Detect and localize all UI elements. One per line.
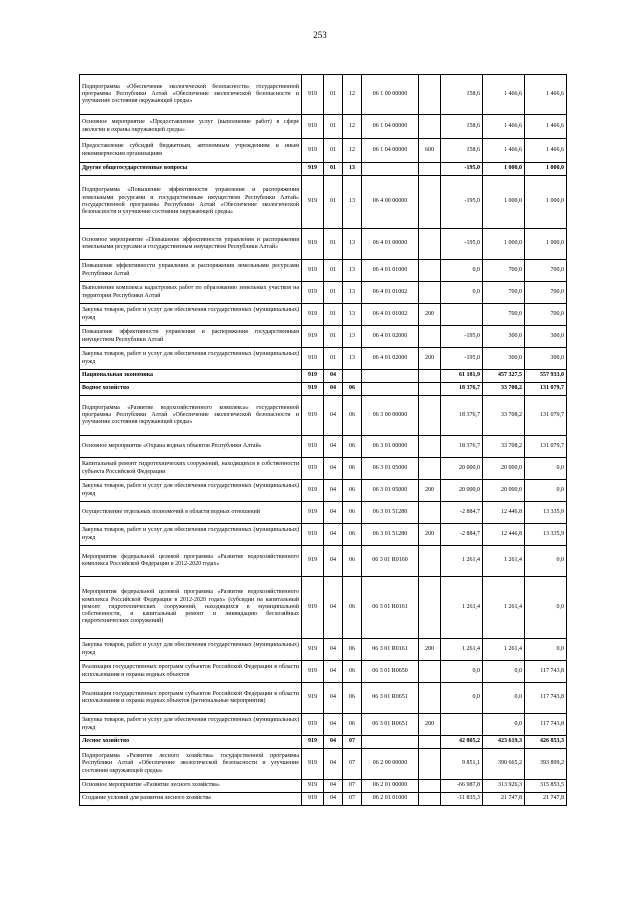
target-article-cell: 06 3 01 R0161 xyxy=(362,639,419,661)
amount-1-cell: -195,0 xyxy=(441,229,483,260)
target-article-cell: 06 4 01 01002 xyxy=(362,304,419,326)
row-name-cell: Основное мероприятие «Развитие лесного хозяйства» xyxy=(80,780,302,793)
amount-1-cell: 20 000,0 xyxy=(441,480,483,502)
row-name-cell: Реализация государственных программ субъектов Российской Федерации в области использования и охраны водных объектов (региональные мероприятия) xyxy=(80,683,302,714)
section-code-cell: 04 xyxy=(324,524,343,546)
grbs-code-cell: 919 xyxy=(302,229,324,260)
budget-table xyxy=(79,74,567,806)
row-name-cell: Мероприятия федеральной целевой программы «Развитие водохозяйственного комплекса Российской Федерации в 2012-2020 годах» (субсидии на капитальный ремонт гидротехнических сооружений, находящихся в муниципальной собственности, и капитальный ремонт и ликвидацию бесхозяйных гидротехнических сооружений) xyxy=(80,577,302,639)
section-code-cell: 01 xyxy=(324,139,343,163)
subsection-code-cell: 13 xyxy=(343,260,362,282)
amount-2-cell: 313 926,3 xyxy=(483,780,525,793)
section-code-cell: 04 xyxy=(324,370,343,383)
expense-type-cell xyxy=(419,326,441,348)
expense-type-cell: 200 xyxy=(419,714,441,736)
table-row xyxy=(80,396,567,436)
amount-2-cell: 12 446,8 xyxy=(483,524,525,546)
section-code-cell: 01 xyxy=(324,229,343,260)
table-row xyxy=(80,546,567,577)
expense-type-cell xyxy=(419,749,441,780)
grbs-code-cell: 919 xyxy=(302,502,324,524)
section-code-cell: 04 xyxy=(324,661,343,683)
grbs-code-cell: 919 xyxy=(302,793,324,806)
row-name-cell: Повышение эффективности управления и распоряжения земельными ресурсами Республики Алтай xyxy=(80,260,302,282)
subsection-code-cell: 12 xyxy=(343,115,362,139)
amount-1-cell: -195,0 xyxy=(441,348,483,370)
amount-2-cell: 390 665,2 xyxy=(483,749,525,780)
amount-1-cell: 0,0 xyxy=(441,260,483,282)
amount-2-cell: 21 747,8 xyxy=(483,793,525,806)
amount-3-cell: 131 079,7 xyxy=(525,383,567,396)
section-code-cell: 01 xyxy=(324,163,343,176)
grbs-code-cell: 919 xyxy=(302,75,324,115)
subsection-code-cell: 06 xyxy=(343,714,362,736)
subsection-code-cell: 07 xyxy=(343,749,362,780)
grbs-code-cell: 919 xyxy=(302,383,324,396)
table-row xyxy=(80,326,567,348)
row-name-cell: Закупка товаров, работ и услуг для обеспечения государственных (муниципальных) нужд xyxy=(80,639,302,661)
amount-3-cell: 1 466,6 xyxy=(525,75,567,115)
section-code-cell: 04 xyxy=(324,396,343,436)
grbs-code-cell: 919 xyxy=(302,260,324,282)
row-name-cell: Мероприятия федеральной целевой программы «Развитие водохозяйственного комплекса Российской Федерации в 2012-2020 годах» xyxy=(80,546,302,577)
amount-3-cell: 117 743,8 xyxy=(525,714,567,736)
expense-type-cell xyxy=(419,370,441,383)
section-code-cell: 04 xyxy=(324,639,343,661)
subsection-code-cell: 13 xyxy=(343,348,362,370)
subsection-code-cell: 12 xyxy=(343,75,362,115)
grbs-code-cell: 919 xyxy=(302,480,324,502)
amount-2-cell: 20 000,0 xyxy=(483,480,525,502)
expense-type-cell: 200 xyxy=(419,639,441,661)
table-row xyxy=(80,749,567,780)
subsection-code-cell: 06 xyxy=(343,546,362,577)
amount-3-cell: 557 933,0 xyxy=(525,370,567,383)
row-name-cell: Выполнение комплекса кадастровых работ по образованию земельных участков на территории Республики Алтай xyxy=(80,282,302,304)
subsection-code-cell xyxy=(343,370,362,383)
grbs-code-cell: 919 xyxy=(302,683,324,714)
amount-3-cell: 1 000,0 xyxy=(525,229,567,260)
expense-type-cell xyxy=(419,163,441,176)
amount-2-cell: 1 261,4 xyxy=(483,639,525,661)
page-number: 253 xyxy=(313,30,327,40)
amount-3-cell: 315 853,5 xyxy=(525,780,567,793)
target-article-cell: 06 1 00 00000 xyxy=(362,75,419,115)
target-article-cell: 06 3 01 05000 xyxy=(362,480,419,502)
amount-1-cell xyxy=(441,714,483,736)
section-code-cell: 04 xyxy=(324,546,343,577)
amount-3-cell: 0,0 xyxy=(525,639,567,661)
amount-3-cell: 393 899,2 xyxy=(525,749,567,780)
amount-1-cell: -195,0 xyxy=(441,326,483,348)
row-name-cell: Подпрограмма «Развитие лесного хозяйства» государственной программы Республики Алтай «Обеспечение экологической безопасности и улучшение состояния окружающей среды» xyxy=(80,749,302,780)
subsection-code-cell: 06 xyxy=(343,524,362,546)
expense-type-cell xyxy=(419,260,441,282)
expense-type-cell: 200 xyxy=(419,348,441,370)
row-name-cell: Повышение эффективности управления и распоряжения государственным имуществом Республики Алтай xyxy=(80,326,302,348)
amount-3-cell: 0,0 xyxy=(525,577,567,639)
section-code-cell: 04 xyxy=(324,480,343,502)
subsection-code-cell: 07 xyxy=(343,793,362,806)
row-name-cell: Осуществление отдельных полномочий в области водных отношений xyxy=(80,502,302,524)
table-row xyxy=(80,176,567,229)
section-code-cell: 01 xyxy=(324,260,343,282)
table-row xyxy=(80,383,567,396)
grbs-code-cell: 919 xyxy=(302,163,324,176)
target-article-cell: 06 3 01 00000 xyxy=(362,436,419,458)
table-row xyxy=(80,260,567,282)
table-row xyxy=(80,163,567,176)
amount-3-cell: 131 079,7 xyxy=(525,436,567,458)
section-code-cell: 01 xyxy=(324,348,343,370)
section-code-cell: 04 xyxy=(324,458,343,480)
amount-2-cell: 33 708,2 xyxy=(483,383,525,396)
amount-2-cell: 457 327,5 xyxy=(483,370,525,383)
amount-2-cell: 1 000,0 xyxy=(483,229,525,260)
section-code-cell: 04 xyxy=(324,793,343,806)
amount-1-cell: 1 261,4 xyxy=(441,577,483,639)
amount-3-cell: 1 466,6 xyxy=(525,115,567,139)
amount-2-cell: 1 261,4 xyxy=(483,577,525,639)
target-article-cell: 06 3 01 51280 xyxy=(362,524,419,546)
amount-2-cell: 700,0 xyxy=(483,282,525,304)
table-row xyxy=(80,348,567,370)
row-name-cell: Подпрограмма «Повышение эффективности управления и распоряжения земельными ресурсами и государственным имуществом Республики Алтай» государственной программы Республики Алтай «Обеспечение экологической безопасности и улучшение состояния окружающей среды» xyxy=(80,176,302,229)
grbs-code-cell: 919 xyxy=(302,396,324,436)
expense-type-cell xyxy=(419,736,441,749)
grbs-code-cell: 919 xyxy=(302,370,324,383)
section-code-cell: 01 xyxy=(324,176,343,229)
amount-1-cell: 18 376,7 xyxy=(441,383,483,396)
expense-type-cell xyxy=(419,282,441,304)
grbs-code-cell: 919 xyxy=(302,139,324,163)
target-article-cell: 06 2 00 00000 xyxy=(362,749,419,780)
amount-2-cell: 1 466,6 xyxy=(483,115,525,139)
section-code-cell: 01 xyxy=(324,75,343,115)
expense-type-cell xyxy=(419,436,441,458)
row-name-cell: Подпрограмма «Развитие водохозяйственного комплекса» государственной программы Республики Алтай «Обеспечение экологической безопасности и улучшение состояния окружающей среды» xyxy=(80,396,302,436)
section-code-cell: 04 xyxy=(324,714,343,736)
amount-1-cell: -195,0 xyxy=(441,163,483,176)
expense-type-cell xyxy=(419,683,441,714)
table-row xyxy=(80,736,567,749)
amount-1-cell: -2 884,7 xyxy=(441,502,483,524)
amount-1-cell: 18 376,7 xyxy=(441,396,483,436)
expense-type-cell xyxy=(419,546,441,577)
target-article-cell: 06 3 01 R0651 xyxy=(362,714,419,736)
grbs-code-cell: 919 xyxy=(302,714,324,736)
grbs-code-cell: 919 xyxy=(302,348,324,370)
amount-2-cell: 0,0 xyxy=(483,683,525,714)
amount-2-cell: 20 000,0 xyxy=(483,458,525,480)
table-row xyxy=(80,229,567,260)
target-article-cell xyxy=(362,736,419,749)
expense-type-cell xyxy=(419,229,441,260)
target-article-cell: 06 1 04 00000 xyxy=(362,139,419,163)
target-article-cell: 06 4 01 02000 xyxy=(362,326,419,348)
expense-type-cell xyxy=(419,383,441,396)
table-row xyxy=(80,75,567,115)
section-code-cell: 04 xyxy=(324,683,343,714)
amount-2-cell: 423 619,3 xyxy=(483,736,525,749)
subsection-code-cell: 13 xyxy=(343,163,362,176)
section-code-cell: 04 xyxy=(324,502,343,524)
table-row xyxy=(80,714,567,736)
section-code-cell: 01 xyxy=(324,282,343,304)
amount-2-cell: 0,0 xyxy=(483,714,525,736)
target-article-cell: 06 4 01 02000 xyxy=(362,348,419,370)
table-row xyxy=(80,502,567,524)
grbs-code-cell: 919 xyxy=(302,736,324,749)
target-article-cell: 06 4 01 01002 xyxy=(362,282,419,304)
grbs-code-cell: 919 xyxy=(302,458,324,480)
subsection-code-cell: 06 xyxy=(343,683,362,714)
row-name-cell: Национальная экономика xyxy=(80,370,302,383)
subsection-code-cell: 06 xyxy=(343,661,362,683)
subsection-code-cell: 06 xyxy=(343,502,362,524)
section-code-cell: 04 xyxy=(324,736,343,749)
amount-1-cell: -195,0 xyxy=(441,176,483,229)
table-row xyxy=(80,661,567,683)
target-article-cell: 06 2 01 01000 xyxy=(362,793,419,806)
target-article-cell: 06 3 01 51280 xyxy=(362,502,419,524)
row-name-cell: Закупка товаров, работ и услуг для обеспечения государственных (муниципальных) нужд xyxy=(80,714,302,736)
subsection-code-cell: 06 xyxy=(343,480,362,502)
amount-1-cell: 61 181,9 xyxy=(441,370,483,383)
grbs-code-cell: 919 xyxy=(302,546,324,577)
row-name-cell: Закупка товаров, работ и услуг для обеспечения государственных (муниципальных) нужд xyxy=(80,524,302,546)
amount-2-cell: 700,0 xyxy=(483,304,525,326)
expense-type-cell xyxy=(419,396,441,436)
subsection-code-cell: 07 xyxy=(343,736,362,749)
subsection-code-cell: 13 xyxy=(343,304,362,326)
amount-1-cell: 9 851,1 xyxy=(441,749,483,780)
amount-2-cell: 1 000,0 xyxy=(483,163,525,176)
subsection-code-cell: 13 xyxy=(343,282,362,304)
expense-type-cell xyxy=(419,176,441,229)
section-code-cell: 01 xyxy=(324,304,343,326)
amount-1-cell xyxy=(441,304,483,326)
subsection-code-cell: 13 xyxy=(343,176,362,229)
amount-1-cell: 158,6 xyxy=(441,139,483,163)
table-row xyxy=(80,577,567,639)
target-article-cell xyxy=(362,370,419,383)
table-row xyxy=(80,458,567,480)
section-code-cell: 04 xyxy=(324,383,343,396)
section-code-cell: 04 xyxy=(324,436,343,458)
row-name-cell: Другие общегосударственные вопросы xyxy=(80,163,302,176)
expense-type-cell: 200 xyxy=(419,304,441,326)
amount-3-cell: 700,0 xyxy=(525,260,567,282)
subsection-code-cell: 06 xyxy=(343,436,362,458)
section-code-cell: 01 xyxy=(324,326,343,348)
amount-3-cell: 13 335,9 xyxy=(525,502,567,524)
row-name-cell: Закупка товаров, работ и услуг для обеспечения государственных (муниципальных) нужд xyxy=(80,348,302,370)
subsection-code-cell: 06 xyxy=(343,383,362,396)
amount-3-cell: 300,0 xyxy=(525,326,567,348)
amount-1-cell: -66 987,8 xyxy=(441,780,483,793)
subsection-code-cell: 06 xyxy=(343,458,362,480)
target-article-cell: 06 3 00 00000 xyxy=(362,396,419,436)
subsection-code-cell: 13 xyxy=(343,326,362,348)
amount-1-cell: 20 000,0 xyxy=(441,458,483,480)
row-name-cell: Основное мероприятие «Повышение эффективности управления и распоряжения земельными ресурсами и государственным имуществом Республики Алтай» xyxy=(80,229,302,260)
row-name-cell: Предоставление субсидий бюджетным, автономным учреждениям и иным некоммерческим организациям xyxy=(80,139,302,163)
expense-type-cell xyxy=(419,458,441,480)
target-article-cell: 06 1 04 00000 xyxy=(362,115,419,139)
amount-1-cell: 1 261,4 xyxy=(441,546,483,577)
expense-type-cell xyxy=(419,577,441,639)
table-row xyxy=(80,370,567,383)
expense-type-cell xyxy=(419,661,441,683)
amount-2-cell: 12 446,8 xyxy=(483,502,525,524)
amount-3-cell: 131 079,7 xyxy=(525,396,567,436)
amount-1-cell: 158,6 xyxy=(441,115,483,139)
amount-3-cell: 300,0 xyxy=(525,348,567,370)
row-name-cell: Подпрограмма «Обеспечение экологической безопасности» государственной программы Республики Алтай «Обеспечение экологической безопасности и улучшение состояния окружающей среды» xyxy=(80,75,302,115)
target-article-cell: 06 3 01 R0160 xyxy=(362,546,419,577)
target-article-cell: 06 4 00 00000 xyxy=(362,176,419,229)
amount-3-cell: 117 743,8 xyxy=(525,661,567,683)
amount-3-cell: 21 747,8 xyxy=(525,793,567,806)
row-name-cell: Реализация государственных программ субъектов Российской Федерации в области использования и охраны водных объектов xyxy=(80,661,302,683)
section-code-cell: 04 xyxy=(324,749,343,780)
amount-2-cell: 0,0 xyxy=(483,661,525,683)
amount-2-cell: 1 466,6 xyxy=(483,139,525,163)
subsection-code-cell: 07 xyxy=(343,780,362,793)
amount-2-cell: 700,0 xyxy=(483,260,525,282)
expense-type-cell xyxy=(419,780,441,793)
amount-3-cell: 1 000,0 xyxy=(525,163,567,176)
grbs-code-cell: 919 xyxy=(302,282,324,304)
subsection-code-cell: 06 xyxy=(343,577,362,639)
amount-2-cell: 1 000,0 xyxy=(483,176,525,229)
row-name-cell: Лесное хозяйство xyxy=(80,736,302,749)
subsection-code-cell: 06 xyxy=(343,396,362,436)
amount-3-cell: 700,0 xyxy=(525,304,567,326)
amount-1-cell: 1 261,4 xyxy=(441,639,483,661)
expense-type-cell: 600 xyxy=(419,139,441,163)
amount-3-cell: 700,0 xyxy=(525,282,567,304)
subsection-code-cell: 13 xyxy=(343,229,362,260)
amount-3-cell: 426 853,3 xyxy=(525,736,567,749)
expense-type-cell xyxy=(419,793,441,806)
table-row xyxy=(80,115,567,139)
target-article-cell: 06 4 01 00000 xyxy=(362,229,419,260)
grbs-code-cell: 919 xyxy=(302,176,324,229)
table-row xyxy=(80,480,567,502)
amount-3-cell: 1 466,6 xyxy=(525,139,567,163)
target-article-cell: 06 3 01 R0161 xyxy=(362,577,419,639)
amount-3-cell: 0,0 xyxy=(525,546,567,577)
row-name-cell: Закупка товаров, работ и услуг для обеспечения государственных (муниципальных) нужд xyxy=(80,304,302,326)
amount-1-cell: 0,0 xyxy=(441,683,483,714)
amount-2-cell: 1 466,6 xyxy=(483,75,525,115)
expense-type-cell xyxy=(419,75,441,115)
expense-type-cell xyxy=(419,115,441,139)
amount-1-cell: -2 884,7 xyxy=(441,524,483,546)
subsection-code-cell: 12 xyxy=(343,139,362,163)
target-article-cell: 06 3 01 R0650 xyxy=(362,661,419,683)
row-name-cell: Водное хозяйство xyxy=(80,383,302,396)
subsection-code-cell: 06 xyxy=(343,639,362,661)
expense-type-cell xyxy=(419,502,441,524)
amount-3-cell: 0,0 xyxy=(525,480,567,502)
table-row xyxy=(80,780,567,793)
table-row xyxy=(80,793,567,806)
grbs-code-cell: 919 xyxy=(302,304,324,326)
table-row xyxy=(80,139,567,163)
amount-1-cell: 0,0 xyxy=(441,282,483,304)
table-row xyxy=(80,282,567,304)
amount-2-cell: 300,0 xyxy=(483,348,525,370)
table-row xyxy=(80,304,567,326)
amount-2-cell: 1 261,4 xyxy=(483,546,525,577)
amount-1-cell: 0,0 xyxy=(441,661,483,683)
section-code-cell: 04 xyxy=(324,577,343,639)
target-article-cell: 06 3 01 R0651 xyxy=(362,683,419,714)
amount-2-cell: 300,0 xyxy=(483,326,525,348)
amount-2-cell: 33 708,2 xyxy=(483,436,525,458)
grbs-code-cell: 919 xyxy=(302,524,324,546)
grbs-code-cell: 919 xyxy=(302,661,324,683)
row-name-cell: Основное мероприятие «Предоставление услуг (выполнение работ) в сфере экологии и охраны окружающей среды» xyxy=(80,115,302,139)
row-name-cell: Капитальный ремонт гидротехнических сооружений, находящихся в собственности субъекта Российской Федерации xyxy=(80,458,302,480)
table-row xyxy=(80,436,567,458)
expense-type-cell: 200 xyxy=(419,480,441,502)
amount-3-cell: 13 335,9 xyxy=(525,524,567,546)
amount-3-cell: 0,0 xyxy=(525,458,567,480)
amount-1-cell: 42 805,2 xyxy=(441,736,483,749)
grbs-code-cell: 919 xyxy=(302,749,324,780)
target-article-cell xyxy=(362,383,419,396)
table-row xyxy=(80,639,567,661)
amount-1-cell: 18 376,7 xyxy=(441,436,483,458)
row-name-cell: Основное мероприятие «Охрана водных объектов Республики Алтай» xyxy=(80,436,302,458)
grbs-code-cell: 919 xyxy=(302,780,324,793)
table-row xyxy=(80,683,567,714)
grbs-code-cell: 919 xyxy=(302,577,324,639)
grbs-code-cell: 919 xyxy=(302,115,324,139)
target-article-cell: 06 4 01 01000 xyxy=(362,260,419,282)
target-article-cell: 06 3 01 05000 xyxy=(362,458,419,480)
row-name-cell: Закупка товаров, работ и услуг для обеспечения государственных (муниципальных) нужд xyxy=(80,480,302,502)
grbs-code-cell: 919 xyxy=(302,639,324,661)
section-code-cell: 04 xyxy=(324,780,343,793)
target-article-cell xyxy=(362,163,419,176)
amount-2-cell: 33 708,2 xyxy=(483,396,525,436)
amount-3-cell: 1 000,0 xyxy=(525,176,567,229)
grbs-code-cell: 919 xyxy=(302,436,324,458)
section-code-cell: 01 xyxy=(324,115,343,139)
grbs-code-cell: 919 xyxy=(302,326,324,348)
table-row xyxy=(80,524,567,546)
amount-1-cell: 158,6 xyxy=(441,75,483,115)
target-article-cell: 06 2 01 00000 xyxy=(362,780,419,793)
amount-3-cell: 117 743,8 xyxy=(525,683,567,714)
amount-1-cell: -11 835,3 xyxy=(441,793,483,806)
row-name-cell: Создание условий для развития лесного хозяйства xyxy=(80,793,302,806)
expense-type-cell: 200 xyxy=(419,524,441,546)
